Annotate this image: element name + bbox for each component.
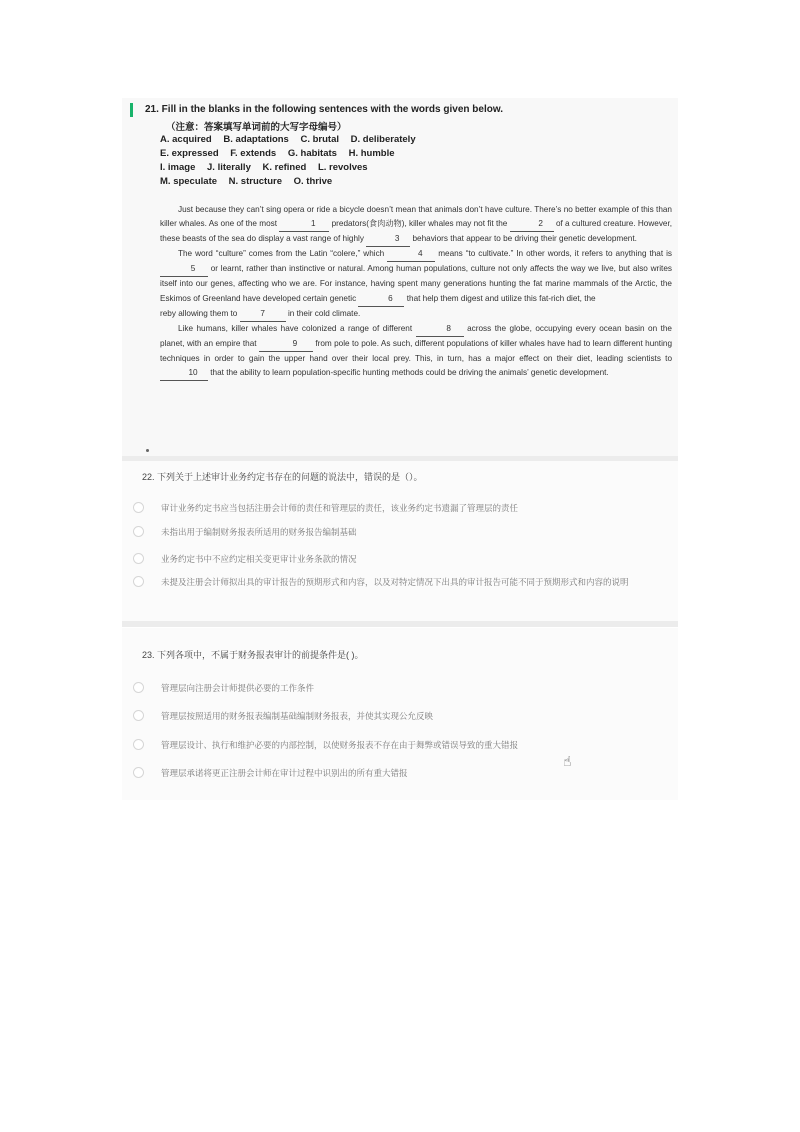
passage-paragraph [160,322,672,381]
question-22-title: 22. 下列关于上述审计业务约定书存在的问题的说法中，错误的是（）。 [142,472,423,482]
passage-text: across the globe, occupying every ocean basin on the planet, with an empire that [160,323,672,348]
blank-10[interactable]: 10 [160,366,208,381]
radio-button[interactable] [133,502,144,513]
radio-button[interactable] [133,767,144,778]
radio-button[interactable] [133,526,144,537]
choice-label: 业务约定书中不应约定相关变更审计业务条款的情况 [161,554,357,564]
word-bank-row [160,148,560,162]
word-option: L. revolves [317,162,368,173]
blank-9[interactable]: 9 [259,337,313,352]
word-option: B. adaptations [223,134,289,145]
current-question-marker [130,103,133,117]
choice-label: 管理层向注册会计师提供必要的工作条件 [161,683,315,693]
radio-button[interactable] [133,576,144,587]
word-option: K. refined [262,162,307,173]
word-option: D. deliberately [350,134,416,145]
hand-cursor-icon: ☝ [563,754,572,770]
word-option: I. image [160,162,196,173]
passage-text: behaviors that appear to be driving their genetic development. [412,234,637,244]
passage-text: means “to cultivate.” In other words, it refers to anything that is [438,249,673,259]
passage-text: from pole to pole. As such, different populations of killer whales have had to learn different hunting techniques in order to gain the upper hand over their local prey. This, in turn, has a major effect on their diet, leading scientists to [160,338,673,363]
passage-text: in their cold climate. [287,308,361,318]
passage-text: reby allowing them to [160,308,238,318]
blank-8[interactable]: 8 [416,322,464,337]
word-option: M. speculate [160,176,218,187]
radio-button[interactable] [133,739,144,750]
word-option: F. extends [230,148,277,159]
radio-button[interactable] [133,553,144,564]
passage-paragraph [160,307,672,322]
passage-text: Just because they can’t sing opera or ride a bicycle doesn’t mean that animals don’t have culture. There’s no better example of this than killer whales. As one of the most [160,205,672,229]
blank-4[interactable]: 4 [387,247,435,262]
radio-button[interactable] [133,682,144,693]
choice-label: 管理层按照适用的财务报表编制基础编制财务报表，并使其实现公允反映 [161,711,434,721]
word-option: N. structure [228,176,282,187]
blank-7[interactable]: 7 [240,307,286,322]
word-option: C. brutal [300,134,340,145]
question-21-note: （注意：答案填写单词前的大写字母编号） [166,122,347,133]
word-option: G. habitats [287,148,337,159]
blank-2[interactable]: 2 [510,217,554,232]
word-bank [160,134,560,190]
question-23-title: 23. 下列各项中，不属于财务报表审计的前提条件是( )。 [142,650,364,660]
choice-label: 未提及注册会计师拟出具的审计报告的预期形式和内容，以及对特定情况下出具的审计报告可能不同于预期形式和内容的说明 [161,577,629,587]
blank-6[interactable]: 6 [358,292,404,307]
word-bank-row [160,162,560,176]
passage-text: Like humans, killer whales have colonized a range of different [178,323,413,333]
word-bank-row [160,176,560,190]
reading-passage [160,203,672,381]
word-option: H. humble [348,148,395,159]
word-option: E. expressed [160,148,219,159]
blank-1[interactable]: 1 [279,217,329,232]
divider [122,621,678,627]
bullet-dot [146,449,149,452]
word-option: O. thrive [293,176,333,187]
word-option: J. literally [207,162,251,173]
passage-text: that the ability to learn population-specific hunting methods could be driving the animals’ genetic development. [210,368,609,378]
blank-5[interactable]: 5 [160,262,208,277]
word-bank-row [160,134,560,148]
blank-3[interactable]: 3 [366,232,410,247]
passage-paragraph [160,203,672,247]
question-22-card [122,461,678,621]
choice-label: 审计业务约定书应当包括注册会计师的责任和管理层的责任，该业务约定书遗漏了管理层的责任 [161,503,519,513]
choice-label: 未指出用于编制财务报表所适用的财务报告编制基础 [161,527,357,537]
passage-text: predators(食肉动物), killer whales may not fit the [331,219,508,229]
choice-label: 管理层设计、执行和维护必要的内部控制，以使财务报表不存在由于舞弊或错误导致的重大错报 [161,740,519,750]
passage-text: The word “culture” comes from the Latin “colere,” which [178,249,385,259]
passage-paragraph [160,247,672,306]
radio-button[interactable] [133,710,144,721]
question-21-title: 21. Fill in the blanks in the following sentences with the words given below. [145,104,504,115]
word-option: A. acquired [160,134,212,145]
passage-text: that help them digest and utilize this fat-rich diet, the [406,293,596,303]
passage-text: or learnt, rather than instinctive or natural. Among human populations, culture not only affects the way we live, but also writes itself into our genes, affecting who we are. For instance, having spent many generations hunting the fat marine mammals of the Arctic, the Eskimos of Greenland have developed certain genetic [160,264,672,303]
choice-label: 管理层承诺将更正注册会计师在审计过程中识别出的所有重大错报 [161,768,408,778]
passage-text: of a cultured creature. However, these beasts of the sea do display a vast range of highly [160,219,673,244]
